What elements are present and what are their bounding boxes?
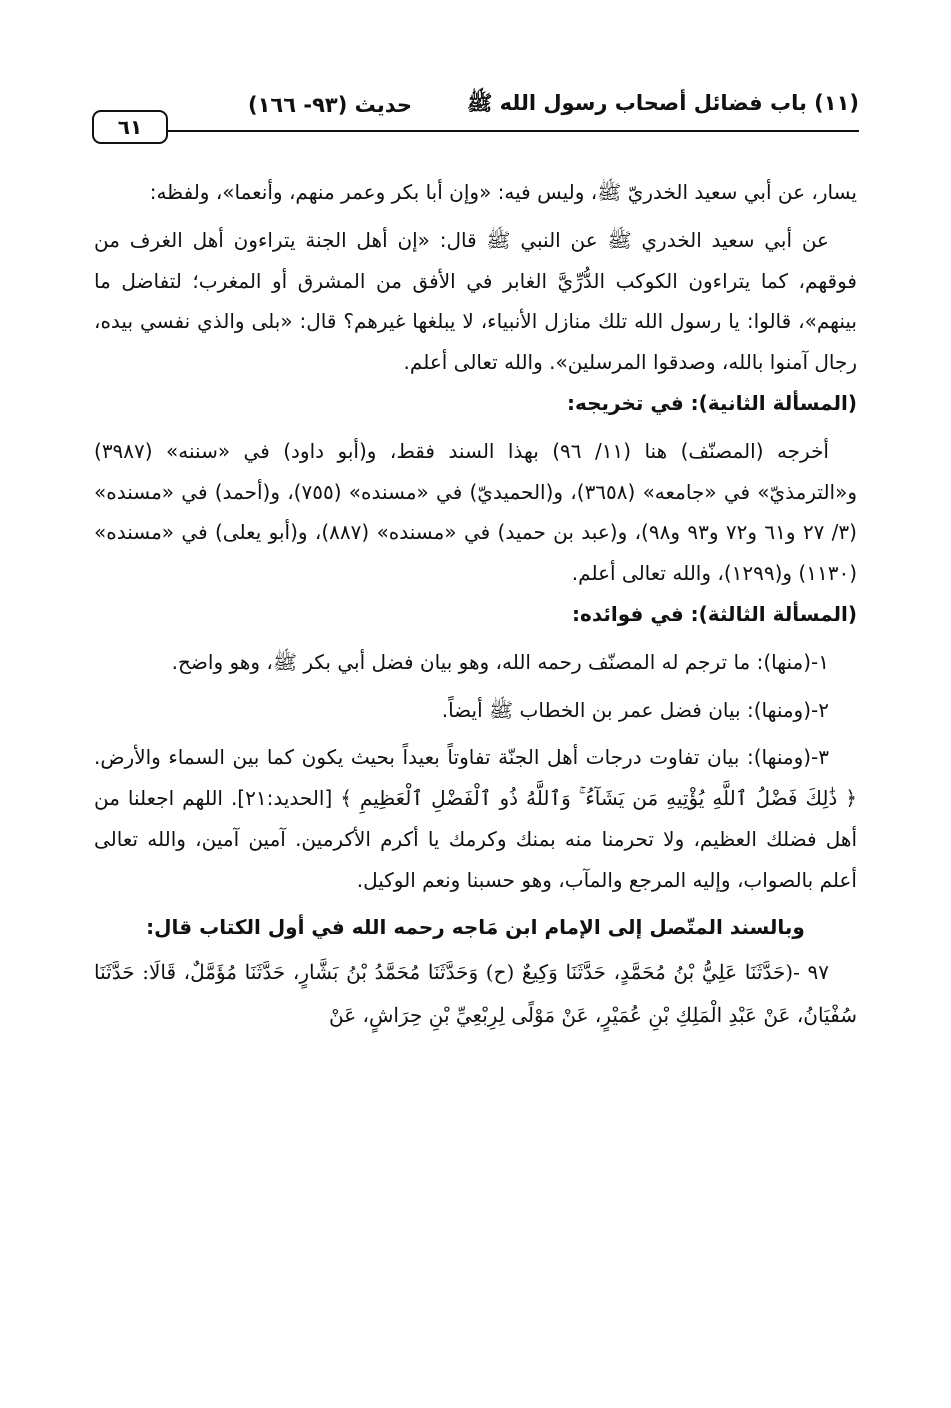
running-head: [242, 88, 859, 122]
paragraph-hadith-text: عن أبي سعيد الخدري ﷺ عن النبي ﷺ قال: «إن أهل الجنة يتراءون أهل الغرف من فوقهم، كما يتراءون الكوكب الدُّرِّيَّ الغابر في الأفق من المشرق أو المغرب؛ لتفاضل ما بينهم»، قالوا: يا رسول الله تلك منازل الأنبياء، لا يبلغها غيرهم؟ قال: «بلى والذي نفسي بيده، رجال آمنوا بالله، وصدقوا المرسلين». والله تعالى أعلم.: [94, 227, 857, 375]
benefit-item-3: ٣-(ومنها): بيان تفاوت درجات أهل الجنّة تفاوتاً بعيداً بحيث يكون كما بين السماء والأرض. ﴿ ذَٰلِكَ فَضْلُ ٱللَّهِ يُؤْتِيهِ مَن يَشَآءُ ۚ وَٱللَّهُ ذُو ٱلْفَضْلِ ٱلْعَظِيمِ ﴾ [الحديد:٢١]. اللهم اجعلنا من أهل فضلك العظيم، ولا تحرمنا منه بمنك وكرمك يا أكرم الأكرمين. آمين آمين، والله تعالى أعلم بالصواب، وإليه المرجع والمآب، وهو حسبنا ونعم الوكيل.: [94, 745, 857, 892]
paragraph-takhrij: أخرجه (المصنّف) هنا (١١/ ٩٦) بهذا السند فقط، و(أبو داود) في «سننه» (٣٩٨٧) و«الترمذيّ» في «جامعه» (٣٦٥٨)، و(الحميديّ) في «مسنده» (٧٥٥)، و(أحمد) في «مسنده» (٣/ ٢٧ و٦١ و٧٢ و٩٣ و٩٨)، و(عبد بن حميد) في «مسنده» (٨٨٧)، و(أبو يعلى) في «مسنده» (١١٣٠) و(١٢٩٩)، والله تعالى أعلم.: [94, 438, 857, 586]
benefit-item-1: ١-(منها): ما ترجم له المصنّف رحمه الله، وهو بيان فضل أبي بكر ﷺ، وهو واضح.: [171, 649, 829, 674]
hadith-range: حديث (٩٣- ١٦٦): [248, 93, 413, 117]
header-rule: [168, 130, 859, 132]
section-heading-takhrij: (المسألة الثانية): في تخريجه:: [566, 390, 857, 415]
section-heading-fawaid: (المسألة الثالثة): في فوائده:: [572, 601, 857, 626]
chain-intro-heading: وبالسند المتّصل إلى الإمام ابن مَاجه رحمه الله في أول الكتاب قال:: [146, 914, 805, 939]
page-header: [92, 82, 859, 148]
page-number: ٦١: [117, 115, 143, 139]
chapter-title: (١١) باب فضائل أصحاب رسول الله ﷺ: [466, 90, 859, 115]
page-number-box: [92, 110, 168, 144]
page-body: [94, 172, 857, 1037]
hadith-97-text: ٩٧ -(حَدَّثَنَا عَلِيُّ بْنُ مُحَمَّدٍ، حَدَّثَنَا وَكِيعٌ (ح) وَحَدَّثَنَا مُحَمَّدُ بْنُ بَشَّارٍ، حَدَّثَنَا مُؤَمَّلٌ، قَالَا: حَدَّثَنَا سُفْيَانُ، عَنْ عَبْدِ الْمَلِكِ بْنِ عُمَيْرٍ، عَنْ مَوْلًى لِرِبْعِيِّ بْنِ حِرَاشٍ، عَنْ: [94, 960, 857, 1028]
benefit-item-2: ٢-(ومنها): بيان فضل عمر بن الخطاب ﷺ أيضاً.: [441, 697, 829, 722]
paragraph-continuation: يسار، عن أبي سعيد الخدريّ ﷺ، وليس فيه: «وإن أبا بكر وعمر منهم، وأنعما»، ولفظه:: [149, 180, 857, 204]
